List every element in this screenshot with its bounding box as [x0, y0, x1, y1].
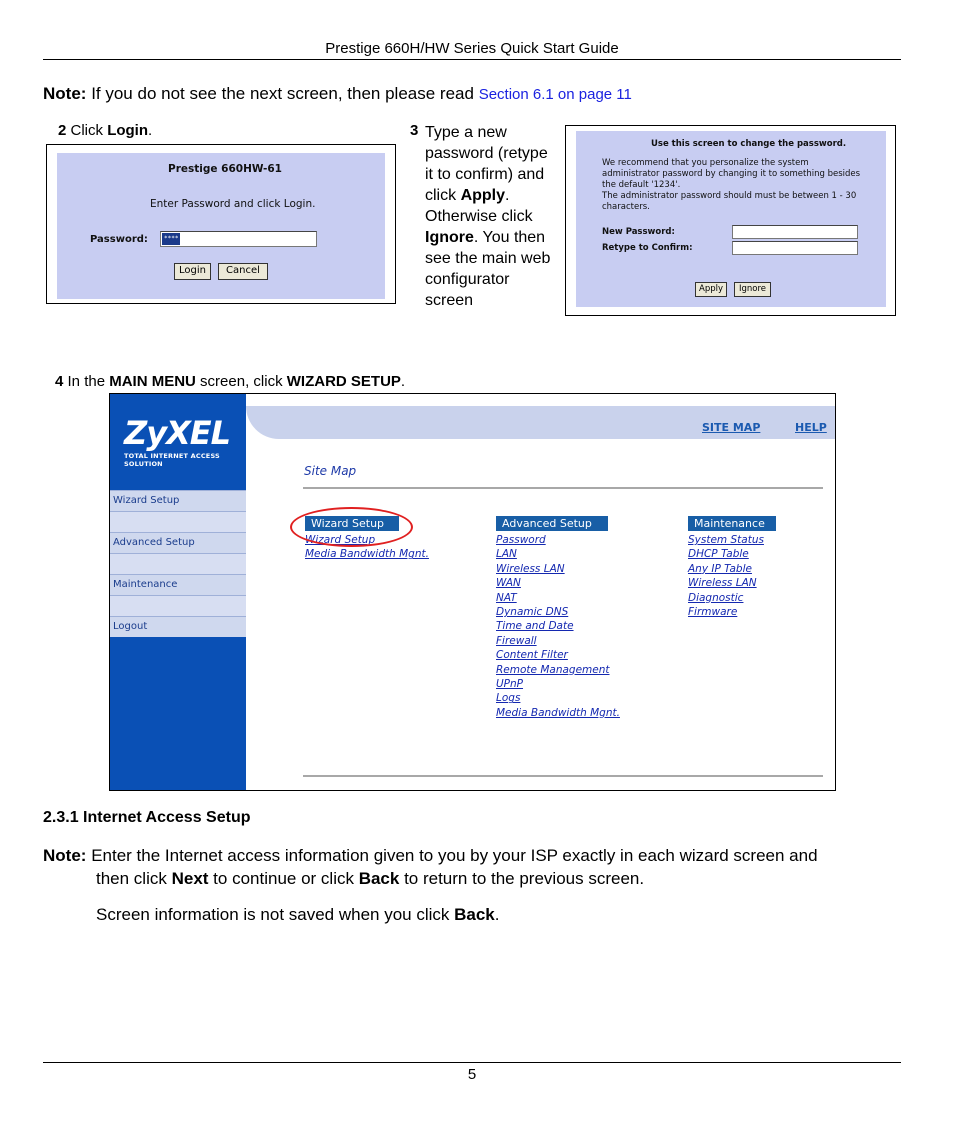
site-map-screenshot	[109, 393, 836, 791]
zyxel-logo: ZyXEL	[124, 414, 230, 452]
step-number: 4	[55, 373, 64, 390]
step-text: Type a new password (retype it to confirm) and click	[425, 124, 548, 204]
step-text: . You then see the main web configurator screen	[425, 229, 551, 309]
link-time-and-date[interactable]: Time and Date	[496, 620, 574, 633]
password-value: ****	[162, 233, 180, 245]
sidebar-item-logout[interactable]	[110, 616, 246, 637]
link-logs[interactable]: Logs	[496, 692, 521, 705]
sidebar-item-label: Advanced Setup	[113, 537, 195, 548]
note-text: to continue or click	[208, 869, 359, 888]
column-head-maintenance: Maintenance	[688, 516, 776, 531]
note-text: then click	[96, 869, 172, 888]
sidebar-item-label: Logout	[113, 621, 148, 632]
note-text: Enter the Internet access information given to you by your ISP exactly in each wizard screen and	[91, 846, 818, 865]
next-keyword: Next	[171, 869, 209, 888]
retype-password-input[interactable]	[732, 241, 858, 255]
back-keyword: Back	[454, 905, 495, 924]
sidebar-item-wizard-setup[interactable]	[110, 490, 246, 511]
password-input[interactable]	[160, 231, 317, 247]
ignore-button[interactable]: Ignore	[734, 282, 771, 297]
link-password[interactable]: Password	[496, 534, 546, 546]
link-wan[interactable]: WAN	[496, 577, 521, 590]
new-password-input[interactable]	[732, 225, 858, 239]
para-text: Screen information is not saved when you click	[96, 905, 455, 924]
link-remote-management[interactable]: Remote Management	[496, 663, 610, 676]
link-media-bandwidth[interactable]: Media Bandwidth Mgnt.	[305, 548, 429, 561]
step-2-label	[58, 122, 152, 139]
password-screen-title: Use this screen to change the password.	[651, 139, 847, 149]
link-firmware[interactable]: Firmware	[688, 606, 738, 619]
sidebar-item-label: Wizard Setup	[113, 495, 180, 506]
apply-keyword: Apply	[460, 187, 506, 204]
step-text: . Otherwise click	[425, 187, 533, 225]
link-wizard-setup[interactable]: Wizard Setup	[305, 534, 376, 546]
step-text: screen, click	[195, 373, 287, 390]
step-3-text	[425, 122, 555, 311]
login-prompt: Enter Password and click Login.	[150, 198, 316, 210]
step-text: In the	[67, 373, 110, 390]
para-period: .	[494, 905, 500, 924]
link-dynamic-dns[interactable]: Dynamic DNS	[496, 606, 569, 619]
new-password-label: New Password:	[602, 227, 675, 237]
wizard-setup-keyword: WIZARD SETUP	[286, 373, 401, 390]
step-4-label	[55, 373, 405, 390]
step-text: Click	[70, 122, 104, 139]
step-action: Login	[107, 122, 149, 139]
link-firewall[interactable]: Firewall	[496, 634, 537, 647]
maintenance-links	[688, 533, 764, 619]
note-label: Note:	[43, 846, 87, 865]
sidebar-spacer	[110, 553, 246, 574]
highlight-circle	[290, 507, 413, 547]
sidebar-spacer	[110, 595, 246, 616]
link-dhcp-table[interactable]: DHCP Table	[688, 548, 749, 561]
column-head-advanced-setup: Advanced Setup	[496, 516, 608, 531]
link-nat[interactable]: NAT	[496, 591, 517, 604]
section-link[interactable]: Section 6.1 on page 11	[478, 86, 632, 103]
site-map-link[interactable]: SITE MAP	[702, 421, 761, 434]
cancel-button[interactable]: Cancel	[218, 263, 268, 280]
document-header: Prestige 660H/HW Series Quick Start Guide	[325, 40, 619, 57]
step-period: .	[400, 373, 406, 390]
note-paragraph	[43, 844, 903, 890]
step-number: 2	[58, 122, 67, 139]
sidebar	[110, 490, 246, 791]
section-heading: 2.3.1 Internet Access Setup	[43, 809, 251, 826]
step-period: .	[148, 122, 153, 139]
advanced-links	[496, 533, 620, 720]
retype-label: Retype to Confirm:	[602, 243, 693, 253]
note-paragraph	[43, 84, 632, 104]
link-wireless-lan[interactable]: Wireless LAN	[688, 577, 757, 590]
link-content-filter[interactable]: Content Filter	[496, 649, 568, 662]
link-diagnostic[interactable]: Diagnostic	[688, 591, 744, 604]
zyxel-tagline: TOTAL INTERNET ACCESS SOLUTION	[124, 452, 220, 468]
link-upnp[interactable]: UPnP	[496, 678, 524, 691]
page-number: 5	[467, 1066, 477, 1083]
password-recommendation: We recommend that you personalize the system administrator password by changing it to something besides the default '1234'.	[602, 158, 861, 190]
password-change-screenshot	[565, 125, 896, 316]
login-panel	[57, 153, 385, 299]
help-link[interactable]: HELP	[795, 421, 827, 434]
link-lan[interactable]: LAN	[496, 548, 517, 561]
back-keyword: Back	[358, 869, 400, 888]
info-paragraph	[96, 905, 500, 925]
step-3-number: 3	[410, 122, 419, 139]
note-text: If you do not see the next screen, then please read	[91, 84, 474, 103]
divider	[303, 487, 823, 489]
sidebar-item-label: Maintenance	[113, 579, 178, 590]
link-system-status[interactable]: System Status	[688, 534, 764, 546]
link-any-ip-table[interactable]: Any IP Table	[688, 562, 752, 575]
ignore-keyword: Ignore	[425, 229, 474, 246]
divider	[303, 775, 823, 777]
link-wireless-lan[interactable]: Wireless LAN	[496, 562, 565, 575]
column-head-wizard-setup: Wizard Setup	[305, 516, 399, 531]
password-label: Password:	[90, 234, 148, 245]
sidebar-item-maintenance[interactable]	[110, 574, 246, 595]
apply-button[interactable]: Apply	[695, 282, 727, 297]
brand-bar	[110, 394, 246, 490]
sidebar-spacer	[110, 511, 246, 532]
password-length-rule: The administrator password should must be between 1 - 30 characters.	[602, 191, 857, 212]
note-label: Note:	[43, 84, 87, 103]
main-menu-keyword: MAIN MENU	[109, 373, 196, 390]
password-change-panel	[576, 131, 886, 307]
sidebar-item-advanced-setup[interactable]	[110, 532, 246, 553]
login-screenshot	[46, 144, 396, 304]
site-map-title: Site Map	[304, 464, 357, 478]
login-button[interactable]: Login	[174, 263, 211, 280]
device-title: Prestige 660HW-61	[168, 163, 282, 175]
link-media-bandwidth[interactable]: Media Bandwidth Mgnt.	[496, 706, 620, 719]
footer-rule	[43, 1062, 901, 1063]
note-text: to return to the previous screen.	[399, 869, 645, 888]
header-rule	[43, 59, 901, 60]
